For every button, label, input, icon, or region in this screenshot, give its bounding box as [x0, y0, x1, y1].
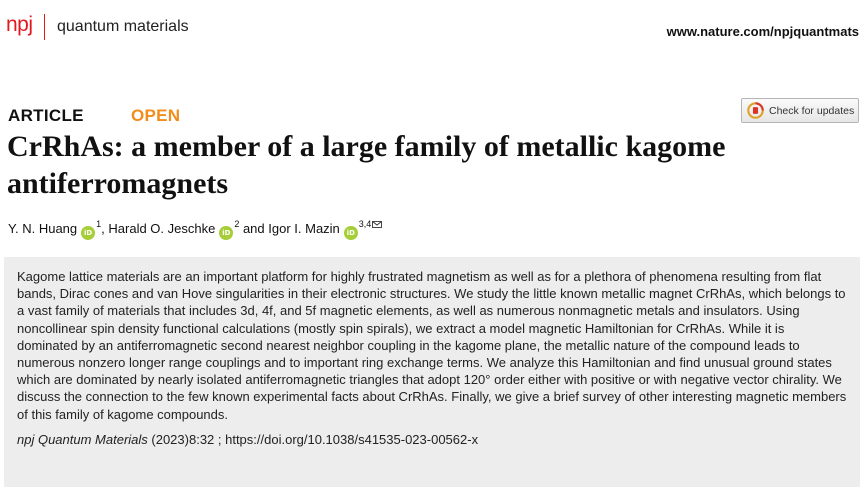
- email-icon[interactable]: [372, 221, 382, 228]
- orcid-icon[interactable]: iD: [81, 226, 95, 240]
- abstract-text: Kagome lattice materials are an important platform for highly frustrated magnetism as well as for a plethora of phenomena resulting from flat bands, Dirac cones and van Hove singularities in their electronic structures. We study the little known metallic magnet CrRhAs, which belongs to a vast family of materials that includes 3d, 4f, and 5f magnetic elements, as well as numerous nonmagnetic metals and insulators. Using noncollinear spin density functional calculations (mostly spin spirals), we extract a model magnetic Hamiltonian for CrRhAs. While it is dominated by an antiferromagnetic second nearest neighbor coupling in the kagome plane, the metallic nature of the compound leads to numerous nonzero longer range couplings and to important ring exchange terms. We analyze this Hamiltonian and find unusual ground states which are dominated by nearly isolated antiferromagnetic triangles that adopt 120° order either with positive or with negative vector chirality. We discuss the connection to the few known experimental facts about CrRhAs. Finally, we give a brief survey of other interesting magnetic members of this family of kagome compounds.: [17, 269, 847, 422]
- article-type-label: ARTICLE: [8, 106, 84, 125]
- journal-url-link[interactable]: www.nature.com/npjquantmats: [666, 24, 859, 39]
- citation-details[interactable]: (2023)8:32 ; https://doi.org/10.1038/s41535-023-00562-x: [147, 431, 479, 447]
- author-list: [8, 219, 382, 240]
- author-name[interactable]: Harald O. Jeschke: [108, 221, 216, 236]
- journal-name[interactable]: quantum materials: [57, 18, 189, 35]
- author-name[interactable]: Igor I. Mazin: [268, 221, 340, 236]
- orcid-icon[interactable]: iD: [219, 226, 233, 240]
- check-for-updates-icon: [747, 102, 764, 119]
- author-separator: and: [239, 221, 269, 236]
- logo-divider: [44, 14, 45, 40]
- citation-line: [17, 432, 848, 447]
- check-for-updates-label: Check for updates: [769, 104, 855, 117]
- check-for-updates-button[interactable]: [741, 98, 859, 123]
- affiliation-marker[interactable]: 2: [234, 219, 240, 229]
- citation-journal: npj Quantum Materials: [17, 431, 148, 447]
- author-name[interactable]: Y. N. Huang: [8, 221, 78, 236]
- orcid-icon[interactable]: iD: [344, 226, 358, 240]
- article-title: CrRhAs: a member of a large family of metallic kagome antiferromagnets: [7, 130, 726, 200]
- author-separator: ,: [101, 221, 109, 236]
- affiliation-marker[interactable]: 1: [96, 219, 102, 229]
- affiliation-marker[interactable]: 3,4: [358, 219, 372, 229]
- open-access-badge: OPEN: [131, 106, 181, 125]
- npj-logo[interactable]: npj: [6, 13, 33, 36]
- masthead: [0, 0, 865, 56]
- abstract-panel: [4, 257, 860, 487]
